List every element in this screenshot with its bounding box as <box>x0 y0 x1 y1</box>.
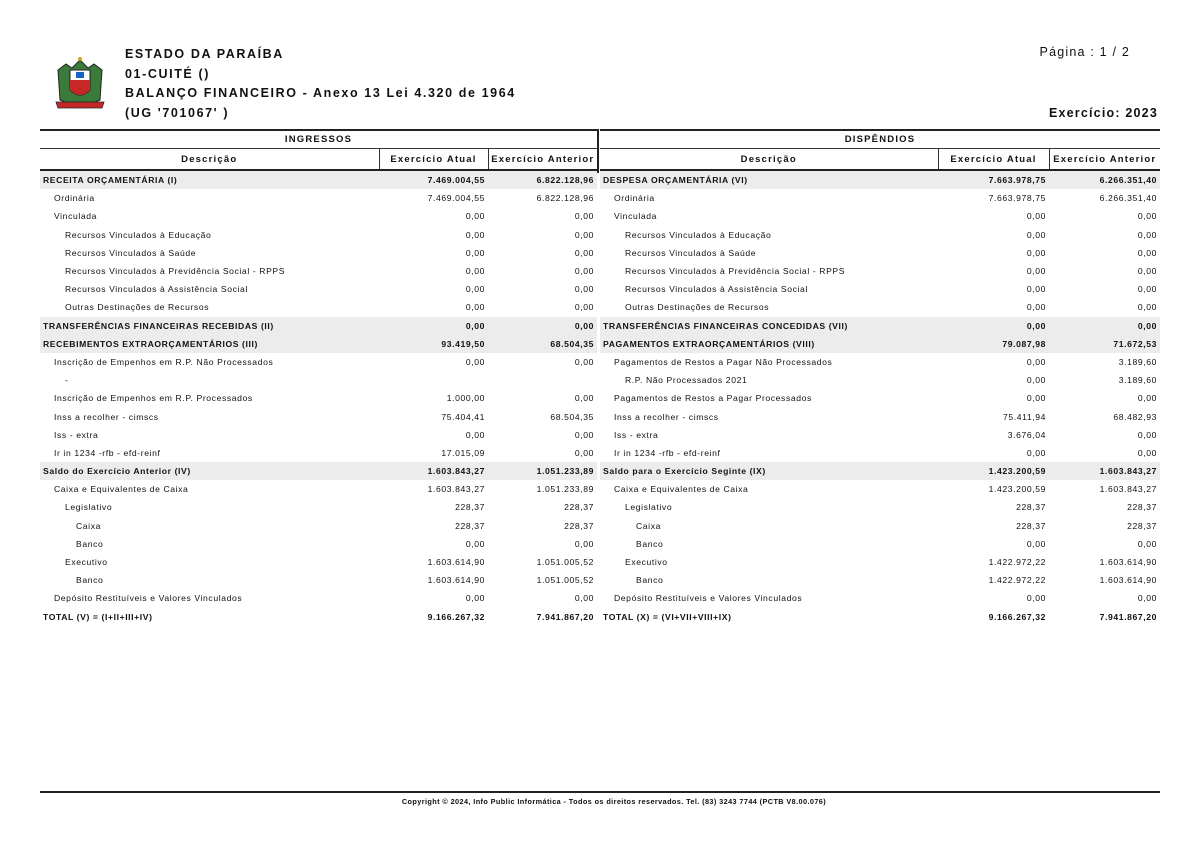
row-exercicio-anterior: 1.603.843,27 <box>1049 462 1160 480</box>
row-description: Outras Destinações de Recursos <box>625 302 770 313</box>
dispendios-row <box>600 462 1160 480</box>
row-exercicio-atual: 0,00 <box>1026 538 1046 549</box>
row-exercicio-atual: 228,37 <box>455 520 485 531</box>
row-description: Depósito Restituíveis e Valores Vinculados <box>614 593 803 604</box>
dispendios-row <box>600 280 1160 298</box>
row-exercicio-anterior: 0,00 <box>1137 593 1158 604</box>
dispendios-row <box>600 335 1160 353</box>
row-exercicio-anterior: 0,00 <box>1137 429 1158 440</box>
ingressos-row <box>40 426 597 444</box>
row-description: Ordinária <box>54 193 95 204</box>
row-exercicio-atual: 1.603.614,90 <box>427 557 485 568</box>
ingressos-row <box>40 262 597 280</box>
ingressos-row <box>40 317 597 335</box>
row-description: TRANSFERÊNCIAS FINANCEIRAS RECEBIDAS (II) <box>40 317 379 335</box>
row-exercicio-atual: 0,00 <box>379 317 488 335</box>
row-description: Legislativo <box>65 502 113 513</box>
row-exercicio-atual: 0,00 <box>465 247 485 258</box>
dispendios-row <box>600 407 1160 425</box>
row-exercicio-anterior: 1.603.843,27 <box>1099 484 1158 495</box>
row-description: Caixa <box>76 520 101 531</box>
dispendios-row <box>600 571 1160 589</box>
row-exercicio-atual: 228,37 <box>455 502 485 513</box>
row-exercicio-anterior: 0,00 <box>1137 211 1158 222</box>
row-description: TOTAL (X) = (VI+VII+VIII+IX) <box>600 608 938 626</box>
row-exercicio-anterior: 228,37 <box>1127 520 1158 531</box>
row-exercicio-atual: 0,00 <box>465 593 485 604</box>
row-exercicio-atual: 1.000,00 <box>446 393 485 404</box>
row-description: Banco <box>636 575 664 586</box>
row-description: Recursos Vinculados à Educação <box>65 229 212 240</box>
row-exercicio-atual: 0,00 <box>1026 229 1046 240</box>
row-exercicio-anterior: 0,00 <box>1137 447 1158 458</box>
row-exercicio-anterior: 0,00 <box>1137 247 1158 258</box>
row-description: DESPESA ORÇAMENTÁRIA (VI) <box>600 170 938 189</box>
dispendios-row <box>600 444 1160 462</box>
ingressos-row <box>40 498 597 516</box>
row-exercicio-atual: 0,00 <box>1026 266 1046 277</box>
state-name: ESTADO DA PARAÍBA <box>125 47 284 61</box>
row-description: Inscrição de Empenhos em R.P. Processados <box>54 393 253 404</box>
row-exercicio-atual: 0,00 <box>1026 447 1046 458</box>
dispendios-row <box>600 389 1160 407</box>
row-description: Recursos Vinculados à Previdência Social - RPPS <box>625 266 846 277</box>
row-exercicio-atual: 1.423.200,59 <box>938 462 1049 480</box>
row-exercicio-atual: 0,00 <box>1026 302 1046 313</box>
row-exercicio-anterior: 3.189,60 <box>1118 375 1158 386</box>
row-exercicio-anterior: 0,00 <box>574 538 595 549</box>
row-exercicio-anterior: 0,00 <box>574 266 595 277</box>
ingressos-row <box>40 608 597 626</box>
row-exercicio-anterior: 0,00 <box>1137 538 1158 549</box>
row-description: Vinculada <box>54 211 97 222</box>
row-exercicio-atual: 9.166.267,32 <box>938 608 1049 626</box>
row-exercicio-atual <box>379 371 488 389</box>
ingressos-row <box>40 535 597 553</box>
row-description: Recursos Vinculados à Assistência Social <box>65 284 248 295</box>
row-description: Banco <box>76 575 104 586</box>
row-description: - <box>65 375 69 386</box>
row-exercicio-atual: 17.015,09 <box>441 447 485 458</box>
ingressos-row <box>40 589 597 607</box>
row-exercicio-anterior: 1.051.233,89 <box>536 484 595 495</box>
row-description: Inss a recolher - cimscs <box>54 411 159 422</box>
row-exercicio-atual: 1.422.972,22 <box>988 557 1046 568</box>
dispendios-row <box>600 371 1160 389</box>
row-exercicio-atual: 0,00 <box>465 266 485 277</box>
row-exercicio-anterior: 7.941.867,20 <box>488 608 597 626</box>
row-exercicio-atual: 75.404,41 <box>441 411 485 422</box>
row-description: Banco <box>636 538 664 549</box>
dispendios-row <box>600 226 1160 244</box>
row-exercicio-atual: 0,00 <box>465 356 485 367</box>
state-coat-of-arms-logo <box>52 56 108 112</box>
row-description: Caixa e Equivalentes de Caixa <box>54 484 189 495</box>
row-description: RECEBIMENTOS EXTRAORÇAMENTÁRIOS (III) <box>40 335 379 353</box>
dispendios-row <box>600 207 1160 225</box>
row-description: Ordinária <box>614 193 655 204</box>
row-exercicio-anterior: 0,00 <box>574 284 595 295</box>
section-divider <box>597 129 599 173</box>
row-description: Saldo do Exercício Anterior (IV) <box>40 462 379 480</box>
row-exercicio-anterior: 0,00 <box>574 393 595 404</box>
ingressos-col-descricao: Descrição <box>40 149 379 171</box>
row-exercicio-anterior: 1.603.614,90 <box>1099 557 1158 568</box>
ingressos-col-exercicio-anterior: Exercício Anterior <box>488 149 597 171</box>
row-exercicio-atual: 0,00 <box>465 538 485 549</box>
row-exercicio-atual: 0,00 <box>1026 593 1046 604</box>
row-exercicio-atual: 7.663.978,75 <box>938 170 1049 189</box>
ingressos-row <box>40 462 597 480</box>
ingressos-row <box>40 517 597 535</box>
row-exercicio-atual: 0,00 <box>465 429 485 440</box>
ingressos-table <box>40 129 597 626</box>
row-exercicio-anterior: 0,00 <box>1137 302 1158 313</box>
row-exercicio-anterior: 0,00 <box>574 356 595 367</box>
ingressos-row <box>40 170 597 189</box>
ingressos-row <box>40 553 597 571</box>
row-exercicio-atual: 7.469.004,55 <box>379 170 488 189</box>
municipality: 01-CUITÉ () <box>125 66 210 81</box>
row-exercicio-anterior: 7.941.867,20 <box>1049 608 1160 626</box>
row-exercicio-anterior: 0,00 <box>574 429 595 440</box>
row-description: PAGAMENTOS EXTRAORÇAMENTÁRIOS (VIII) <box>600 335 938 353</box>
ingressos-row <box>40 298 597 316</box>
copyright-notice: Copyright © 2024, Info Public Informática - Todos os direitos reservados. Tel. (83) 3243 7744 (PCTB V8.00.076) <box>401 797 827 806</box>
row-exercicio-anterior: 6.266.351,40 <box>1049 170 1160 189</box>
row-description: Ir in 1234 -rfb - efd-reinf <box>54 447 161 458</box>
row-exercicio-anterior: 0,00 <box>488 317 597 335</box>
dispendios-row <box>600 189 1160 207</box>
row-exercicio-atual: 0,00 <box>1026 393 1046 404</box>
dispendios-row <box>600 244 1160 262</box>
row-description: Banco <box>76 538 104 549</box>
row-exercicio-atual: 0,00 <box>465 211 485 222</box>
ingressos-row <box>40 371 597 389</box>
ingressos-row <box>40 480 597 498</box>
dispendios-row <box>600 262 1160 280</box>
row-exercicio-atual: 0,00 <box>1026 356 1046 367</box>
ingressos-row <box>40 207 597 225</box>
dispendios-row <box>600 498 1160 516</box>
row-exercicio-atual: 228,37 <box>1016 520 1046 531</box>
management-unit: (UG '701067' ) <box>125 105 230 120</box>
row-exercicio-atual: 0,00 <box>1026 284 1046 295</box>
row-exercicio-atual: 228,37 <box>1016 502 1046 513</box>
dispendios-col-descricao: Descrição <box>600 149 938 171</box>
row-description: Pagamentos de Restos a Pagar Processados <box>614 393 812 404</box>
row-exercicio-anterior: 71.672,53 <box>1049 335 1160 353</box>
row-exercicio-anterior: 0,00 <box>574 229 595 240</box>
row-exercicio-anterior: 1.051.233,89 <box>488 462 597 480</box>
ingressos-row <box>40 226 597 244</box>
row-description: Depósito Restituíveis e Valores Vinculados <box>54 593 243 604</box>
row-exercicio-anterior: 0,00 <box>574 211 595 222</box>
row-exercicio-anterior: 0,00 <box>1137 229 1158 240</box>
dispendios-row <box>600 553 1160 571</box>
row-description: Recursos Vinculados à Saúde <box>65 247 197 258</box>
row-exercicio-anterior: 228,37 <box>1127 502 1158 513</box>
row-description: Vinculada <box>614 211 657 222</box>
ingressos-row <box>40 389 597 407</box>
dispendios-row <box>600 317 1160 335</box>
row-exercicio-atual: 1.603.843,27 <box>379 462 488 480</box>
ingressos-row <box>40 407 597 425</box>
row-exercicio-atual: 79.087,98 <box>938 335 1049 353</box>
row-exercicio-anterior: 228,37 <box>564 520 595 531</box>
dispendios-row <box>600 517 1160 535</box>
dispendios-row <box>600 480 1160 498</box>
row-description: TRANSFERÊNCIAS FINANCEIRAS CONCEDIDAS (VII) <box>600 317 938 335</box>
row-exercicio-anterior <box>488 371 597 389</box>
row-description: RECEITA ORÇAMENTÁRIA (I) <box>40 170 379 189</box>
fiscal-year: Exercício: 2023 <box>1048 106 1158 120</box>
row-exercicio-anterior: 0,00 <box>574 447 595 458</box>
row-exercicio-anterior: 1.603.614,90 <box>1099 575 1158 586</box>
ingressos-row <box>40 335 597 353</box>
ingressos-row <box>40 353 597 371</box>
dispendios-row <box>600 589 1160 607</box>
row-exercicio-atual: 7.663.978,75 <box>988 193 1046 204</box>
row-exercicio-anterior: 3.189,60 <box>1118 356 1158 367</box>
row-exercicio-atual: 0,00 <box>465 229 485 240</box>
row-description: Executivo <box>65 557 108 568</box>
row-description: Recursos Vinculados à Assistência Social <box>625 284 808 295</box>
row-exercicio-anterior: 1.051.005,52 <box>536 557 595 568</box>
row-exercicio-anterior: 6.822.128,96 <box>488 170 597 189</box>
row-description: Inscrição de Empenhos em R.P. Não Processados <box>54 356 274 367</box>
row-description: TOTAL (V) = (I+II+III+IV) <box>40 608 379 626</box>
dispendios-table <box>600 129 1160 626</box>
row-exercicio-atual: 0,00 <box>465 302 485 313</box>
row-exercicio-anterior: 0,00 <box>574 247 595 258</box>
row-exercicio-anterior: 0,00 <box>1137 284 1158 295</box>
ingressos-row <box>40 444 597 462</box>
dispendios-col-exercicio-atual: Exercício Atual <box>938 149 1049 171</box>
row-description: Caixa e Equivalentes de Caixa <box>614 484 749 495</box>
row-exercicio-atual: 1.422.972,22 <box>988 575 1046 586</box>
row-exercicio-atual: 1.603.843,27 <box>427 484 485 495</box>
row-exercicio-atual: 3.676,04 <box>1007 429 1046 440</box>
row-description: Recursos Vinculados à Saúde <box>625 247 757 258</box>
dispendios-row <box>600 353 1160 371</box>
row-exercicio-anterior: 6.266.351,40 <box>1099 193 1158 204</box>
dispendios-row <box>600 170 1160 189</box>
row-description: Saldo para o Exercício Seginte (IX) <box>600 462 938 480</box>
report-header <box>125 45 516 123</box>
row-description: R.P. Não Processados 2021 <box>625 375 748 386</box>
ingressos-row <box>40 189 597 207</box>
ingressos-col-exercicio-atual: Exercício Atual <box>379 149 488 171</box>
row-exercicio-anterior: 68.504,35 <box>550 411 595 422</box>
dispendios-row <box>600 608 1160 626</box>
report-title: BALANÇO FINANCEIRO - Anexo 13 Lei 4.320 de 1964 <box>125 86 516 100</box>
ingressos-row <box>40 244 597 262</box>
row-description: Inss a recolher - cimscs <box>614 411 719 422</box>
dispendios-row <box>600 298 1160 316</box>
row-exercicio-atual: 0,00 <box>1026 375 1046 386</box>
row-description: Iss - extra <box>54 429 99 440</box>
row-exercicio-anterior: 0,00 <box>1137 266 1158 277</box>
row-description: Legislativo <box>625 502 673 513</box>
ingressos-section-title: INGRESSOS <box>40 130 597 149</box>
row-exercicio-atual: 93.419,50 <box>379 335 488 353</box>
row-exercicio-atual: 1.423.200,59 <box>988 484 1046 495</box>
row-description: Iss - extra <box>614 429 659 440</box>
row-exercicio-atual: 0,00 <box>1026 211 1046 222</box>
page-number: Página : 1 / 2 <box>1039 45 1130 59</box>
dispendios-col-exercicio-anterior: Exercício Anterior <box>1049 149 1160 171</box>
row-exercicio-anterior: 68.504,35 <box>488 335 597 353</box>
dispendios-section-title: DISPÊNDIOS <box>600 130 1160 149</box>
row-exercicio-anterior: 68.482,93 <box>1113 411 1158 422</box>
row-description: Ir in 1234 -rfb - efd-reinf <box>614 447 721 458</box>
row-description: Outras Destinações de Recursos <box>65 302 210 313</box>
row-exercicio-atual: 7.469.004,55 <box>427 193 485 204</box>
row-exercicio-anterior: 6.822.128,96 <box>536 193 595 204</box>
row-description: Recursos Vinculados à Educação <box>625 229 772 240</box>
row-description: Pagamentos de Restos a Pagar Não Processados <box>614 356 833 367</box>
row-exercicio-anterior: 0,00 <box>574 593 595 604</box>
row-exercicio-anterior: 0,00 <box>1137 393 1158 404</box>
row-description: Caixa <box>636 520 661 531</box>
dispendios-row <box>600 535 1160 553</box>
row-description: Recursos Vinculados à Previdência Social - RPPS <box>65 266 286 277</box>
row-exercicio-anterior: 1.051.005,52 <box>536 575 595 586</box>
row-exercicio-anterior: 0,00 <box>574 302 595 313</box>
footer-divider <box>40 791 1160 793</box>
row-description: Executivo <box>625 557 668 568</box>
dispendios-row <box>600 426 1160 444</box>
row-exercicio-anterior: 0,00 <box>1049 317 1160 335</box>
row-exercicio-atual: 75.411,94 <box>1003 411 1046 422</box>
row-exercicio-atual: 0,00 <box>465 284 485 295</box>
row-exercicio-atual: 0,00 <box>1026 247 1046 258</box>
ingressos-row <box>40 571 597 589</box>
row-exercicio-anterior: 228,37 <box>564 502 595 513</box>
row-exercicio-atual: 1.603.614,90 <box>427 575 485 586</box>
ingressos-row <box>40 280 597 298</box>
row-exercicio-atual: 0,00 <box>938 317 1049 335</box>
row-exercicio-atual: 9.166.267,32 <box>379 608 488 626</box>
